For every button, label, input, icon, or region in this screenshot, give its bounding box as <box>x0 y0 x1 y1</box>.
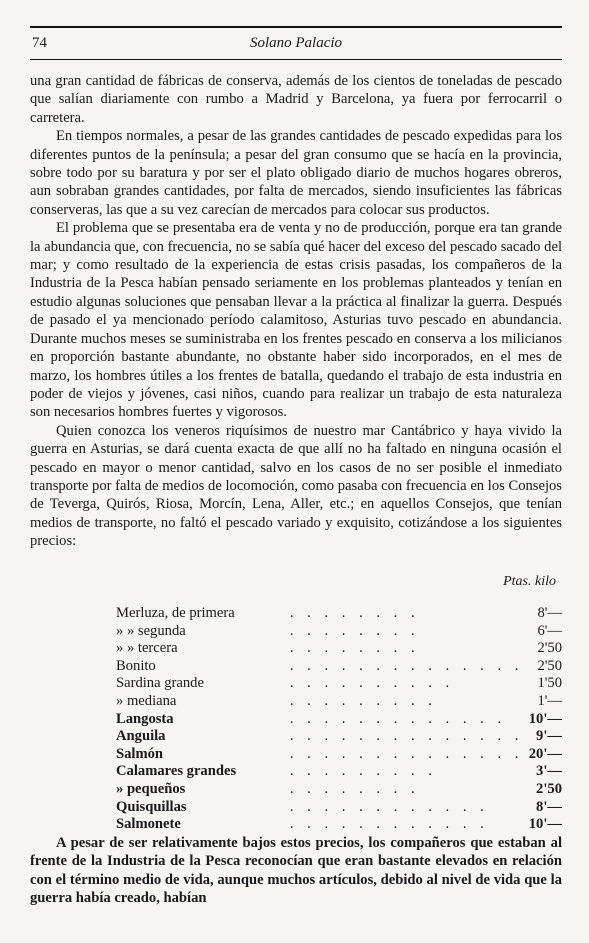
price-item: Salmonete <box>116 816 181 833</box>
price-row <box>116 799 562 817</box>
price-row <box>116 816 562 834</box>
price-value: 10'— <box>528 816 562 833</box>
page-header <box>30 33 562 55</box>
leader-dots: . . . . . . . . <box>289 780 420 797</box>
price-value: 20'— <box>528 745 562 762</box>
leader-dots: . . . . . . . . . . . . . . <box>289 728 524 745</box>
price-value: 2'50 <box>537 657 562 674</box>
price-item: Langosta <box>116 710 174 727</box>
price-row <box>116 640 562 658</box>
paragraph: En tiempos normales, a pesar de las grandes cantidades de pescado expedidas para los diferentes puntos de la península; a pesar del gran consumo que se hacía en la provincia, sobre todo por su baratura y por ser el plato obligado diario de muchos hogares obreros, aun sobraban grandes cantidades, por falta de mercados, siendo insuficientes las fábricas conserveras, las que a su vez carecían de mercados para colocar sus productos. <box>30 128 562 218</box>
leader-dots: . . . . . . . . . . . . <box>289 816 489 833</box>
closing-paragraph: A pesar de ser relativamente bajos estos precios, los compañeros que estaban al frente de la Industria de la Pesca reconocían que eran bastante elevados en relación con el término medio de vida, aunque muchos artículos, debido al nivel de vida que la guerra había creado, habían <box>30 834 562 906</box>
leader-dots: . . . . . . . . . . <box>289 675 455 692</box>
price-value: 9'— <box>536 728 562 745</box>
price-item: Calamares grandes <box>116 763 237 780</box>
price-item: » » segunda <box>116 622 186 639</box>
leader-dots: . . . . . . . . . <box>289 763 437 780</box>
leader-dots: . . . . . . . . . . . . . . <box>289 745 524 762</box>
price-row <box>116 658 562 676</box>
price-row <box>116 605 562 623</box>
price-item: » pequeños <box>116 780 186 797</box>
price-item: » mediana <box>116 692 177 709</box>
price-item: » » tercera <box>116 640 178 657</box>
price-row <box>116 728 562 746</box>
price-value: 8'— <box>537 604 562 621</box>
leader-dots: . . . . . . . . <box>289 640 420 657</box>
price-value: 2'50 <box>537 640 562 657</box>
leader-dots: . . . . . . . . <box>289 604 420 621</box>
price-value: 1'— <box>537 692 562 709</box>
price-value: 10'— <box>528 710 562 727</box>
price-value: 3'— <box>536 763 562 780</box>
leader-dots: . . . . . . . . . . . . . . <box>289 657 524 674</box>
price-row <box>116 746 562 764</box>
price-item: Sardina grande <box>116 675 204 692</box>
price-row <box>116 693 562 711</box>
leader-dots: . . . . . . . . . . . . . <box>289 710 507 727</box>
book-page <box>30 26 562 907</box>
price-item: Merluza, de primera <box>116 604 235 621</box>
price-value: 8'— <box>536 798 562 815</box>
header-rule-bottom <box>30 59 562 60</box>
price-value: 6'— <box>537 622 562 639</box>
paragraph: Quien conozca los veneros riquísimos de nuestro mar Cantábrico y haya vivido la guerra en Asturias, se dará cuenta exacta de que allí no ha faltado en ninguna ocasión el pescado en mayor o menor cantidad, salvo en los casos de no ser posible el inmediato transporte por falta de medios de locomoción, como pasaba con frecuencia en los Consejos de Teverga, Quirós, Riosa, Morcín, Lena, Aller, etc.; en aquellos Consejos, que tenían medios de transporte, no faltó el pescado variado y exquisito, cotizándose a los siguientes precios: <box>30 422 562 550</box>
price-item: Salmón <box>116 745 164 762</box>
price-row <box>116 675 562 693</box>
price-row <box>116 711 562 729</box>
price-value: 2'50 <box>536 780 562 797</box>
paragraph: El problema que se presentaba era de venta y no de producción, porque era tan grande la abundancia que, con frecuencia, no se sabía qué hacer del exceso del pescado sacado del mar; y como resultado de la experiencia de estas crisis pasadas, los compañeros de la Industria de la Pesca habían pensado seriamente en los problemas planteados y tenían en estudio algunas soluciones que pensaban llevar a la práctica al finalizar la guerra. Después de pasado el ya mencionado período calamitoso, Asturias tuvo pescado en abundancia. Durante muchos meses se suministraba en los frentes pescado en conserva a los milicianos en proporción bastante abundante, no obstante haber sido incorporados, en el mes de marzo, los hombres útiles a los frentes de batalla, quedando el trabajo de esta industria en poder de viejos y jóvenes, casi niños, cuando para realizar un trabajo de esta naturaleza son necesarios hombres fuertes y vigorosos. <box>30 220 562 421</box>
leader-dots: . . . . . . . . <box>289 622 420 639</box>
price-item: Anguila <box>116 728 166 745</box>
leader-dots: . . . . . . . . . . . . <box>289 798 489 815</box>
running-title: Solano Palacio <box>249 35 343 51</box>
leader-dots: . . . . . . . . . <box>289 692 437 709</box>
price-item: Quisquillas <box>116 798 187 815</box>
page-number: 74 <box>32 35 47 51</box>
header-rule-top <box>30 26 562 28</box>
price-table <box>116 605 562 834</box>
price-item: Bonito <box>116 657 156 674</box>
price-row <box>116 623 562 641</box>
price-units-label: Ptas. kilo <box>503 573 556 589</box>
price-value: 1'50 <box>537 675 562 692</box>
paragraph: una gran cantidad de fábricas de conserva, además de los cientos de toneladas de pescado que salían diariamente con rumbo a Madrid y Barcelona, ya fuera por ferrocarril o carretera. <box>30 73 562 126</box>
body-text <box>30 72 562 907</box>
price-row <box>116 781 562 799</box>
price-row <box>116 763 562 781</box>
